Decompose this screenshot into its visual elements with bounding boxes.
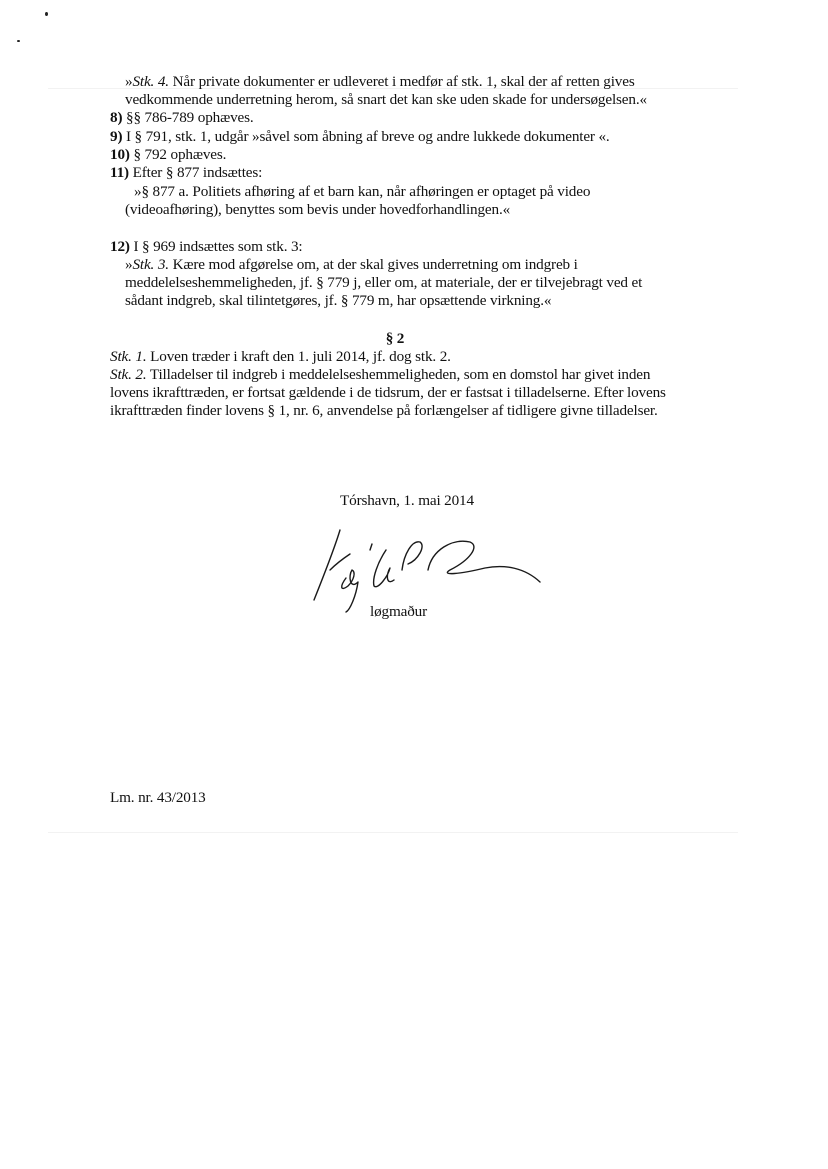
item-number: 11) [110,164,129,181]
item-text: § 792 ophæves. [129,146,227,163]
stk3-text: Kære mod afgørelse om, at der skal gives underretning om indgreb i [168,256,578,273]
item-12-sub-line-1 [125,256,578,274]
law-reference: Lm. nr. 43/2013 [110,789,206,806]
scan-speck [45,12,48,16]
stk2-label: Stk. 2. [110,366,147,383]
stk1-text: Loven træder i kraft den 1. juli 2014, jf. dog stk. 2. [146,348,451,365]
item-10 [110,146,226,164]
item-9 [110,128,610,146]
section-2-stk-2-line-3: ikrafttræden finder lovens § 1, nr. 6, anvendelse på forlængelser af tidligere givne tilladelser. [110,402,658,419]
scan-speck [17,40,20,42]
stk1-label: Stk. 1. [110,348,147,365]
signatory-title: løgmaður [370,603,428,620]
item-11-sub-line-1: »§ 877 a. Politiets afhøring af et barn kan, når afhøringen er optaget på video [134,183,591,200]
item-number: 8) [110,109,123,126]
stk3-label: Stk. 3. [132,256,169,273]
item-12 [110,238,303,256]
item-11-sub-line-2: (videoafhøring), benyttes som bevis under hovedforhandlingen.« [125,201,511,218]
section-2-heading: § 2 [385,330,405,347]
item-text: I § 791, stk. 1, udgår »såvel som åbning af breve og andre lukkede dokumenter «. [122,128,610,145]
stk4-text: Når private dokumenter er udleveret i medfør af stk. 1, skal der af retten gives [168,73,635,90]
item-text: I § 969 indsættes som stk. 3: [129,238,303,255]
section-2-stk-2-line-1 [110,366,650,384]
place-and-date: Tórshavn, 1. mai 2014 [340,492,474,509]
item-number: 9) [110,128,123,145]
stk2-text: Tilladelser til indgreb i meddelelseshemmeligheden, som en domstol har givet inden [146,366,651,383]
item-number: 12) [110,238,130,255]
item-12-sub-line-2: meddelelseshemmeligheden, jf. § 779 j, eller om, at materiale, der er tilvejebragt ved et [125,274,643,291]
section-2-stk-1 [110,348,451,366]
stk4-label: Stk. 4. [132,73,169,90]
section-2-stk-2-line-2: lovens ikrafttræden, er fortsat gældende i de tidsrum, der er fastsat i tilladelserne. Efter lovens [110,384,666,401]
item-11 [110,164,262,182]
handwritten-signature [300,520,550,615]
quote-mark: » [125,256,133,273]
item-number: 10) [110,146,130,163]
item-8 [110,109,254,127]
item-text: Efter § 877 indsættes: [128,164,263,181]
quote-mark: » [125,73,133,90]
scan-line [48,832,738,833]
item-12-sub-line-3: sådant indgreb, skal tilintetgøres, jf. § 779 m, har opsættende virkning.« [125,292,552,309]
stk4-line-2: vedkommende underretning herom, så snart det kan ske uden skade for undersøgelsen.« [125,91,647,108]
item-text: §§ 786-789 ophæves. [122,109,254,126]
stk4-line-1 [125,73,635,91]
